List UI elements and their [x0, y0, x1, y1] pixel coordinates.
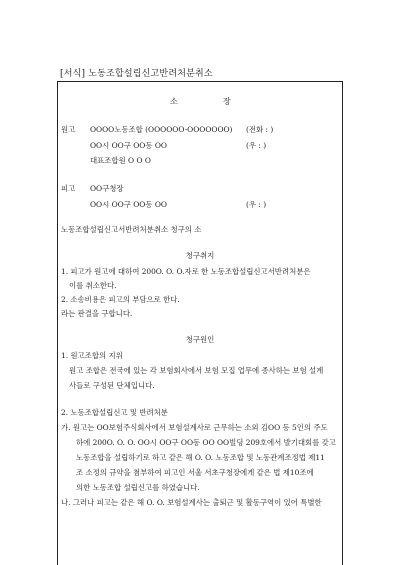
section1-line: 원고 조합은 전국에 있는 각 보험회사에서 보험 모집 업무에 종사하는 보험 설계: [69, 366, 324, 375]
section2-line: 조 소정의 규약을 첨부하여 피고인 서울 서초구청장에게 같은 법 제10조에: [76, 468, 314, 477]
claim-heading: 청구취지: [185, 251, 215, 260]
section1-line: 사들로 구성된 단체입니다.: [69, 381, 155, 390]
title-char-1: 소: [170, 97, 178, 106]
form-label: [서식] 노동조합설립신고반려처분취소: [60, 69, 213, 79]
claim-line: 1. 피고가 원고에 대하여 200O. O. O.자로 한 노동조합설립신고서반려처분은: [61, 267, 311, 276]
document-frame: [57, 81, 343, 565]
plaintiff-postal: (우 : ): [246, 141, 267, 150]
section1-title: 1. 원고조합의 지위: [61, 351, 123, 360]
defendant-role: 피고: [61, 184, 76, 193]
title-char-2: 장: [223, 97, 231, 106]
case-name: 노동조합설립신고서반려처분취소 청구의 소: [61, 225, 202, 234]
section2-line: 하에 200O. O. O. OO시 OO구 OO동 OO OO빌딩 209호에서 발기대회를 갖고: [76, 438, 336, 447]
plaintiff-representative: 대표조합원 O O O: [90, 156, 151, 165]
plaintiff-address: OO시 OO구 OO동 OO: [90, 141, 167, 150]
defendant-postal: (우 : ): [246, 200, 267, 209]
section2-title: 2. 노동조합설립신고 및 반려처분: [61, 408, 168, 417]
claim-line: 라는 판결을 구합니다.: [61, 309, 133, 318]
section2-line: 노동조합을 설립하기로 하고 같은 해 O. O. 노동조합 및 노동관계조정법 제11: [76, 453, 325, 462]
section2-line: 나. 그러나 피고는 같은 해 O. O. 보험설계사는 출퇴근 및 활동구역이 있어 특별한: [61, 498, 322, 507]
plaintiff-name: OOOO노동조합 (OOOOOO-OOOOOOO): [90, 125, 233, 134]
defendant-name: OO구청장: [90, 184, 124, 193]
section2-line: 의한 노동조합 설립신고를 하였습니다.: [76, 483, 200, 492]
defendant-address: OO시 OO구 OO동 OO: [90, 200, 167, 209]
cause-heading: 청구원인: [185, 335, 215, 344]
claim-line: 2. 소송비용은 피고의 부담으로 한다.: [61, 295, 180, 304]
claim-line: 이를 취소한다.: [69, 281, 117, 290]
plaintiff-role: 원고: [61, 125, 76, 134]
plaintiff-phone: (전화 : ): [246, 125, 274, 134]
section2-line: 가. 원고는 OO보험주식회사에서 보험설계사로 근무하는 소외 김OO 등 5인의 주도: [61, 423, 328, 432]
